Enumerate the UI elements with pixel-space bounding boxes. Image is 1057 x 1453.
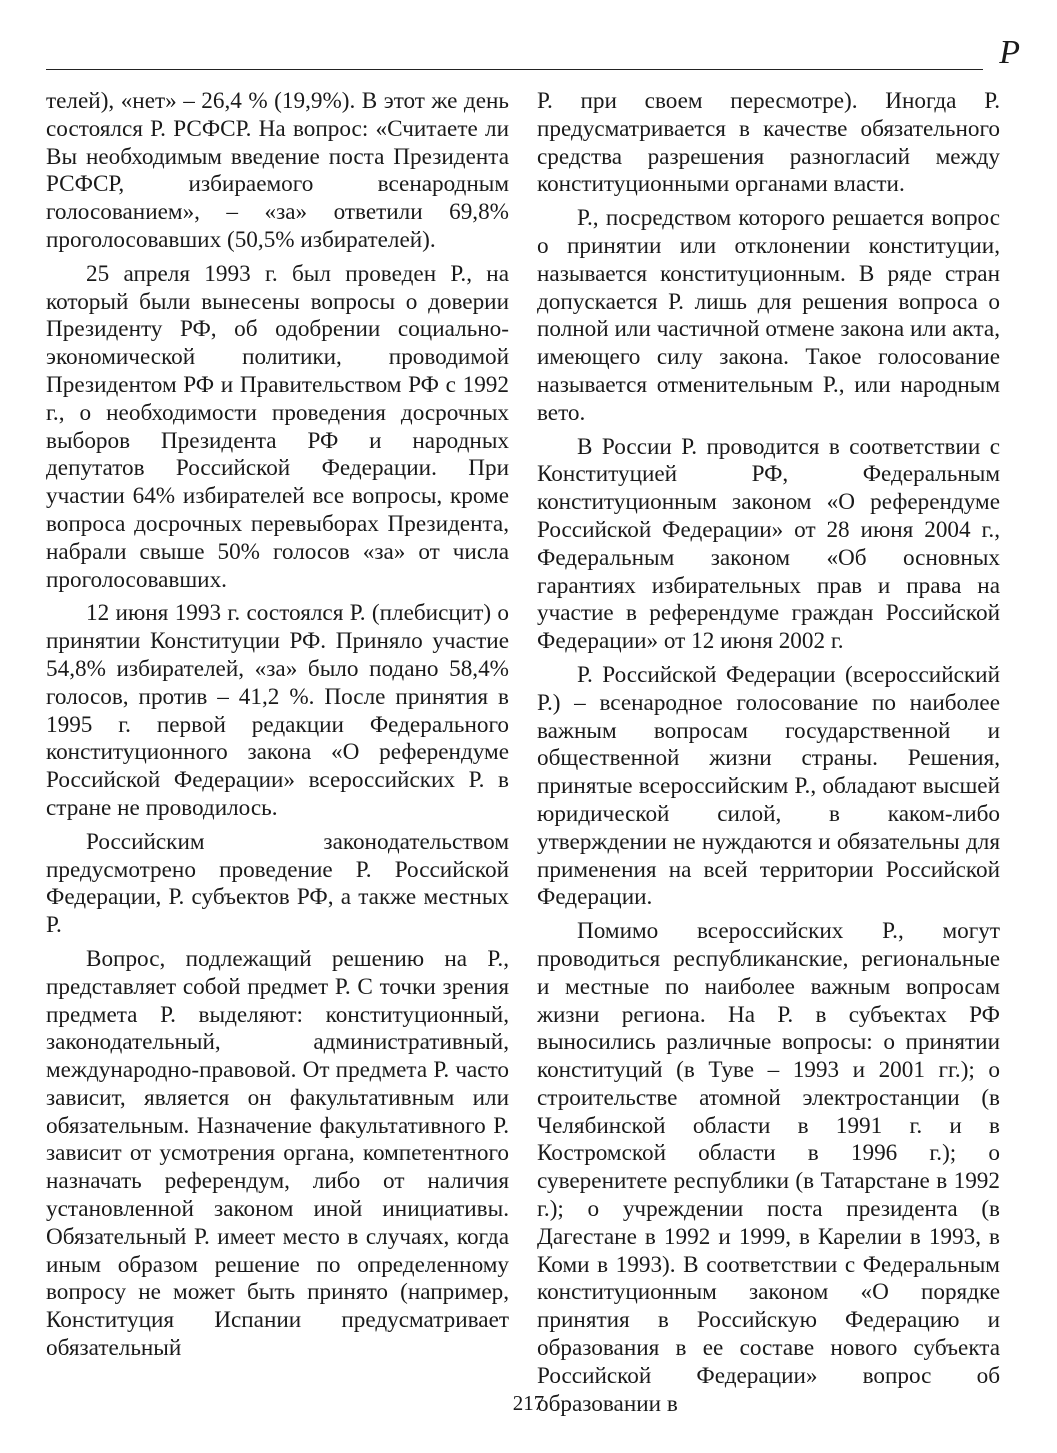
paragraph: 25 апреля 1993 г. был проведен Р., на который были вынесены вопросы о доверии Президенту РФ, об одобрении социально-экономической политики, проводимой Президентом РФ и Правительством РФ с 1992 г., о необходимости проведения досрочных выборов Президента РФ и народных депутатов Российской Федерации. При участии 64% избирателей все вопросы, кроме вопроса досрочных перевыборах Президента, набрали свыше 50% голосов «за» от числа проголосовавших. xyxy=(46,260,509,593)
paragraph: 12 июня 1993 г. состоялся Р. (плебисцит) о принятии Конституции РФ. Приняло участие 54,8% избирателей, «за» было подано 58,4% голосов, против – 41,2 %. После принятия в 1995 г. первой редакции Федерального конституционного закона «О референдуме Российской Федерации» всероссийских Р. в стране не проводилось. xyxy=(46,600,509,821)
page-number: 217 xyxy=(512,1391,545,1415)
paragraph: Р. при своем пересмотре). Иногда Р. предусматривается в качестве обязательного средства разрешения разногласий между конституционными органами власти. xyxy=(537,88,1000,198)
paragraph: телей), «нет» – 26,4 % (19,9%). В этот же день состоялся Р. РСФСР. На вопрос: «Считаете ли Вы необходимым введение поста Президента РСФСР, избираемого всенародным голосованием», – «за» ответили 69,8% проголосовавших (50,5% избирателей). xyxy=(46,88,509,253)
paragraph: Вопрос, подлежащий решению на Р., представляет собой предмет Р. С точки зрения предмета Р. выделяют: конституционный, законодательный, административный, международно-правовой. От предмета Р. часто зависит, является он факультативным или обязательным. Назначение факультативного Р. зависит от усмотрения органа, компетентного назначать референдум, либо от наличия установленной законом иной инициативы. Обязательный Р. имеет место в случаях, когда иным образом решение по определенному вопросу не может быть принято (например, Конституция Испании предусматривает обязательный xyxy=(46,945,509,1362)
paragraph: Р., посредством которого решается вопрос о принятии или отклонении конституции, называется конституционным. В ряде стран допускается Р. лишь для решения вопроса о полной или частичной отмене закона или акта, имеющего силу закона. Такое голосование называется отменительным Р., или народным вето. xyxy=(537,205,1000,426)
paragraph: Российским законодательством предусмотрено проведение Р. Российской Федерации, Р. субъектов РФ, а также местных Р. xyxy=(46,828,509,939)
left-column xyxy=(46,88,509,1369)
paragraph: Помимо всероссийских Р., могут проводиться республиканские, региональные и местные по наиболее важным вопросам жизни региона. На Р. в субъектах РФ выносились различные вопросы: о принятии конституций (в Туве – 1993 и 2001 гг.); о строительстве атомной электростанции (в Челябинской области в 1991 г. и в Костромской области в 1996 г.); о суверенитете республики (в Татарстане в 1992 г.); о учреждении поста президента (в Дагестане в 1992 и 1999, в Карелии в 1993, в Коми в 1993). В соответствии с Федеральным конституционным законом «О порядке принятия в Российскую Федерацию и образования в ее составе нового субъекта Российской Федерации» вопрос об образовании в xyxy=(537,918,1000,1417)
header-rule xyxy=(46,69,983,70)
running-head-letter: Р xyxy=(999,34,1020,71)
paragraph: Р. Российской Федерации (всероссийский Р.) – всенародное голосование по наиболее важным вопросам государственной и общественной жизни страны. Решения, принятые всероссийским Р., обладают высшей юридической силой, в каком-либо утверждении не нуждаются и обязательны для применения на всей территории Российской Федерации. xyxy=(537,661,1000,911)
paragraph: В России Р. проводится в соответствии с Конституцией РФ, Федеральным конституционным законом «О референдуме Российской Федерации» от 28 июня 2004 г., Федеральным законом «Об основных гарантиях избирательных прав и права на участие в референдуме граждан Российской Федерации» от 12 июня 2002 г. xyxy=(537,433,1000,655)
right-column xyxy=(537,88,1000,1424)
